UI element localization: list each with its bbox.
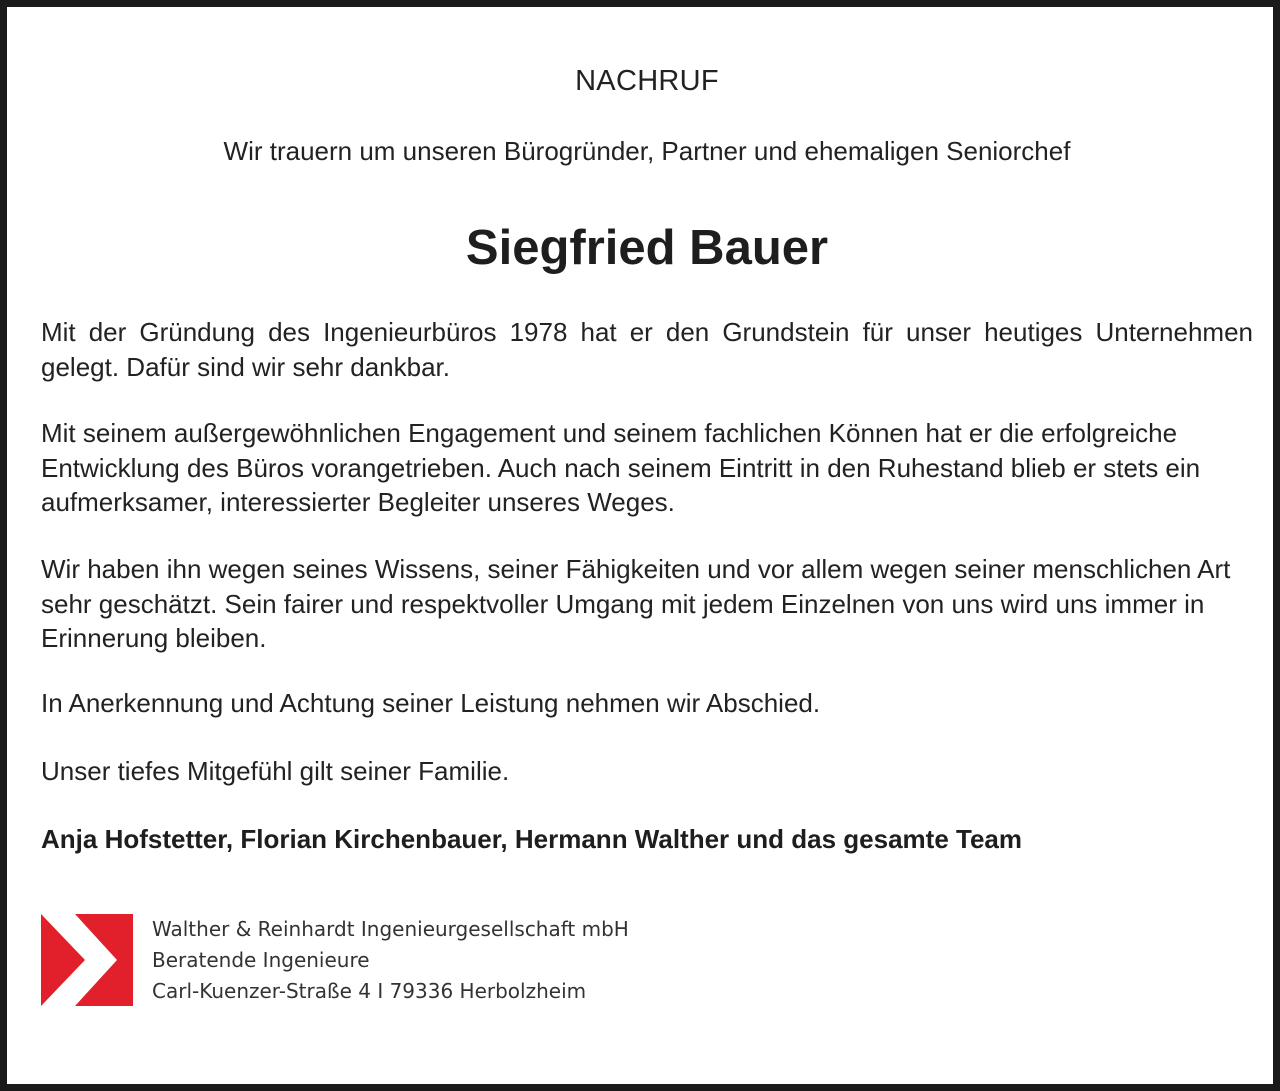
red-chevron-logo-icon bbox=[41, 914, 133, 1006]
company-tagline: Beratende Ingenieure bbox=[152, 948, 370, 972]
company-block bbox=[152, 914, 629, 1007]
company-logo-graphic bbox=[41, 914, 133, 1006]
obituary-heading: NACHRUF bbox=[575, 65, 719, 97]
paragraph-condolence: Unser tiefes Mitgefühl gilt seiner Familie. bbox=[41, 756, 510, 786]
paragraph-appreciation: Wir haben ihn wegen seines Wissens, seiner Fähigkeiten und vor allem wegen seiner menschlichen Art sehr geschätzt. Sein fairer und respektvoller Umgang mit jedem Einzelnen von uns wird uns immer in Erinnerung bleiben. bbox=[41, 554, 1231, 653]
paragraph-founding: Mit der Gründung des Ingenieurbüros 1978 hat er den Grundstein für unser heutiges Unternehmen gelegt. Dafür sind wir sehr dankbar. bbox=[41, 317, 1253, 382]
signers-line: Anja Hofstetter, Florian Kirchenbauer, Hermann Walther und das gesamte Team bbox=[41, 824, 1023, 854]
paragraph-farewell: In Anerkennung und Achtung seiner Leistung nehmen wir Abschied. bbox=[41, 688, 821, 718]
company-name: Walther & Reinhardt Ingenieurgesellschaft mbH bbox=[152, 917, 629, 941]
company-address: Carl-Kuenzer-Straße 4 I 79336 Herbolzheim bbox=[152, 979, 587, 1003]
deceased-name: Siegfried Bauer bbox=[465, 221, 829, 275]
obituary-subtitle: Wir trauern um unseren Bürogründer, Partner und ehemaligen Seniorchef bbox=[223, 136, 1071, 166]
paragraph-engagement: Mit seinem außergewöhnlichen Engagement und seinem fachlichen Können hat er die erfolgreiche Entwicklung des Büros vorangetrieben. Auch nach seinem Eintritt in den Ruhestand blieb er stets ein aufmerksamer, interessierter Begleiter unseres Weges. bbox=[41, 418, 1201, 517]
